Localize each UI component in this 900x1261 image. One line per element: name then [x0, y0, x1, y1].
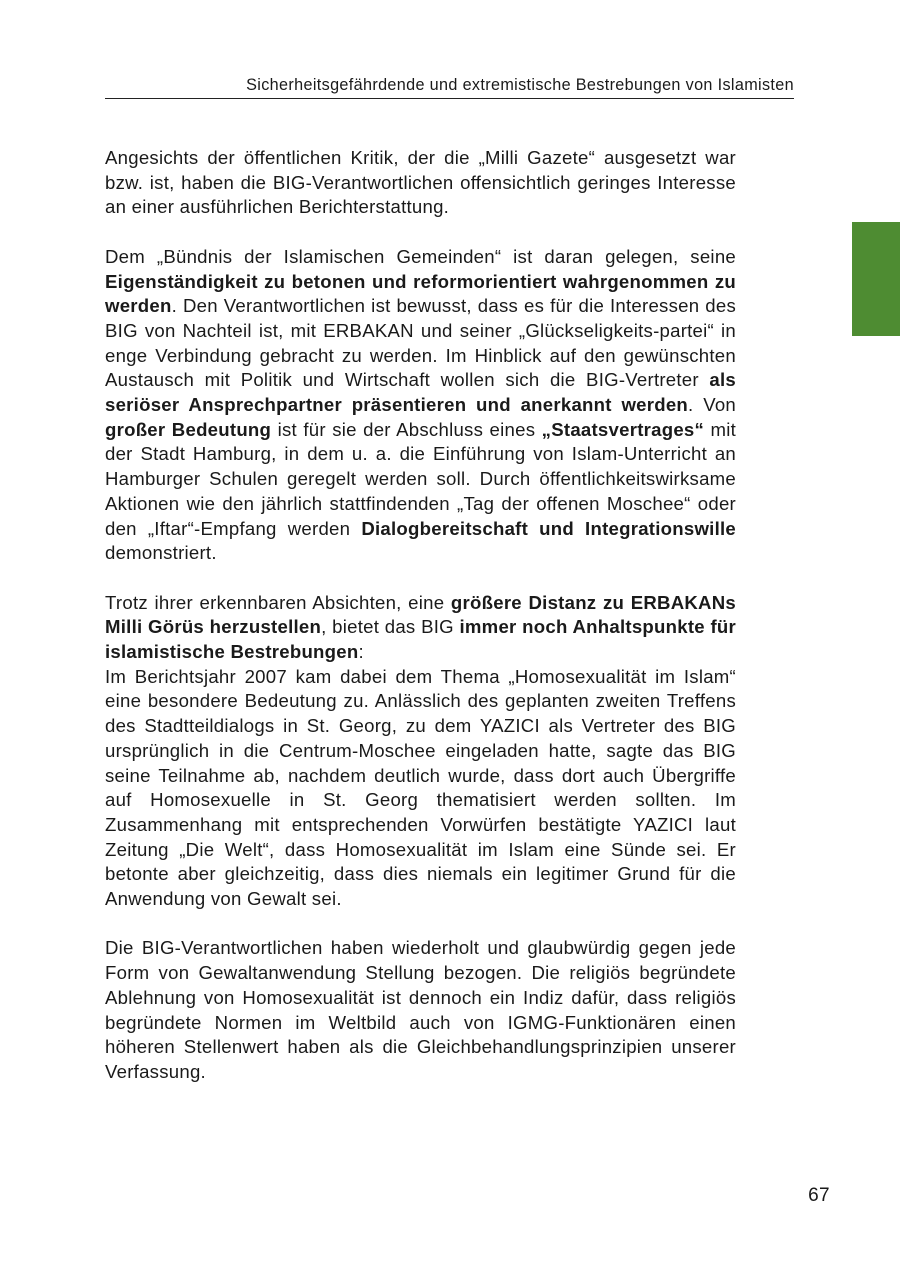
header-title: Sicherheitsgefährdende und extremistische Bestrebungen von Islamisten [246, 76, 794, 94]
text-segment: mit der Stadt Hamburg, in dem u. a. die Einführung von Islam-Unterricht an Hamburger Schulen geregelt werden soll. Durch öffentlichkeitswirksame Aktionen wie den jährlich stattfindenden „Tag der offenen Moschee“ oder den „Iftar“-Empfang werden [105, 418, 737, 539]
text-segment: Im Berichtsjahr 2007 kam dabei dem Thema „Homosexualität im Islam“ eine besondere Bedeutung zu. Anlässlich des geplanten zweiten Treffens des Stadtteildialogs in St. Georg, zu dem YAZICI als Vertreter des BIG ursprünglich in die Centrum-Moschee eingeladen hatte, sagte das BIG seine Teilnahme ab, nachdem deutlich wurde, dass dort auch Übergriffe auf Homosexuelle in St. Georg thematisiert werden sollten. Im Zusammenhang mit entsprechenden Vorwürfen bestätigte YAZICI laut Zeitung „Die Welt“, dass Homosexualität im Islam eine Sünde sei. Er betonte aber gleichzeitig, dass dies niemals ein legitimer Grund für die Anwendung von Gewalt sei. [105, 665, 736, 910]
paragraph-gap [105, 220, 736, 245]
emphasis-eigenstaendigkeit: Eigenständigkeit zu betonen und reformorientiert wahrgenommen zu werden [105, 270, 736, 317]
paragraph-5 [105, 936, 736, 1084]
paragraph-gap [105, 912, 736, 937]
paragraph-3 [105, 591, 736, 665]
section-color-tab [852, 222, 900, 336]
text-segment: : [358, 641, 364, 663]
text-segment: demonstriert. [105, 542, 217, 564]
emphasis-distanz: größere Distanz zu ERBAKANs Milli Görüs herzustellen [105, 591, 736, 638]
emphasis-bedeutung: großer Bedeutung [105, 418, 272, 440]
text-segment: . Von [688, 394, 737, 416]
paragraph-4 [105, 665, 736, 912]
paragraph-1 [105, 146, 736, 220]
running-header [105, 74, 794, 99]
paragraph-2 [105, 245, 736, 566]
text-segment: Die BIG-Verantwortlichen haben wiederholt und glaubwürdig gegen jede Form von Gewaltanwendung Stellung bezogen. Die religiös begründete Ablehnung von Homosexualität ist dennoch ein Indiz dafür, dass religiös begründete Normen im Weltbild auch von IGMG-Funktionären einen höheren Stellenwert haben als die Gleichbehandlungsprinzipien unserer Verfassung. [105, 937, 736, 1082]
emphasis-anhaltspunkte: immer noch Anhaltspunkte für islamistische Bestrebungen [105, 616, 737, 663]
text-segment: Dem „Bündnis der Islamischen Gemeinden“ ist daran gelegen, seine [105, 245, 736, 267]
text-segment: Trotz ihrer erkennbaren Absichten, eine [105, 591, 451, 613]
emphasis-staatsvertrag: „Staatsvertrages“ [541, 418, 705, 440]
paragraph-gap [105, 566, 736, 591]
body-text [105, 146, 736, 1085]
text-segment: Angesichts der öffentlichen Kritik, der die „Milli Gazete“ ausgesetzt war bzw. ist, haben die BIG-Verantwortlichen offensichtlich geringes Interesse an einer ausführlichen Berichterstattung. [105, 147, 736, 218]
text-segment: , bietet das BIG [321, 616, 460, 638]
emphasis-ansprechpartner: als seriöser Ansprechpartner präsentieren und anerkannt werden [105, 369, 736, 416]
emphasis-dialogbereitschaft: Dialogbereitschaft und Integrationswille [361, 517, 737, 539]
page-number: 67 [808, 1185, 830, 1206]
text-segment: ist für sie der Abschluss eines [271, 418, 542, 440]
text-segment: . Den Verantwortlichen ist bewusst, dass es für die Interessen des BIG von Nachteil ist, mit ERBAKAN und seiner „Glückseligkeits-partei“ in enge Verbindung gebracht zu werden. Im Hinblick auf den gewünschten Austausch mit Politik und Wirtschaft wollen sich die BIG-Vertreter [105, 295, 736, 391]
